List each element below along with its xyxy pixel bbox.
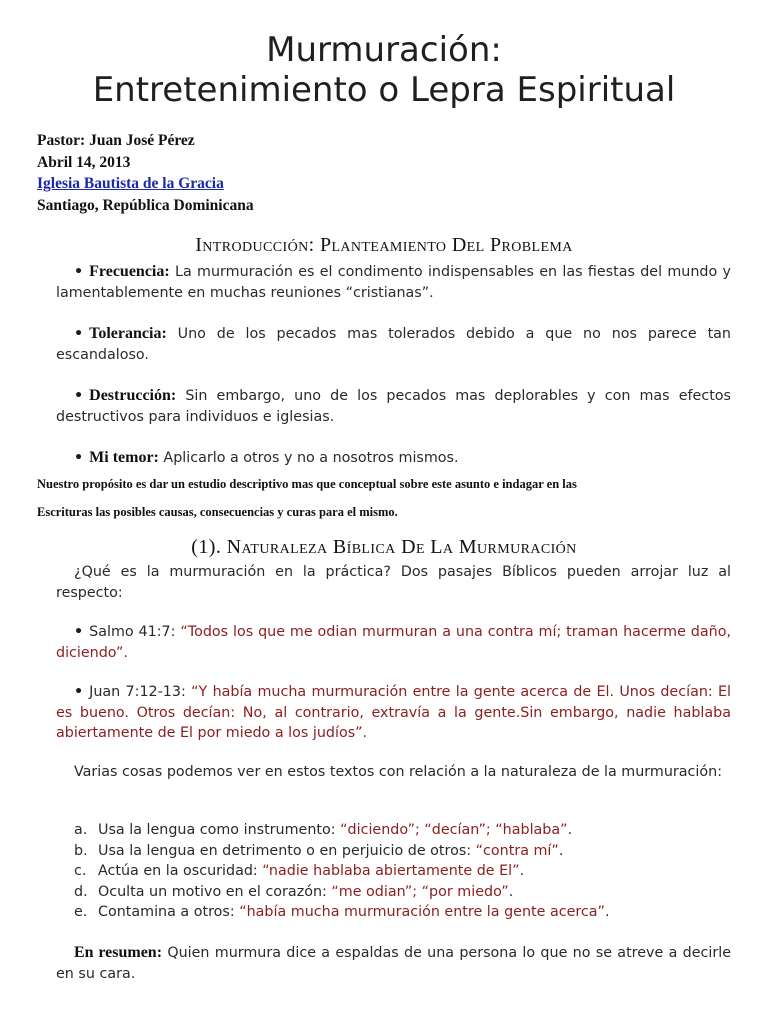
bullet-destruccion (56, 386, 731, 427)
observations-text: Varias cosas podemos ver en estos textos con relación a la naturaleza de la murmuración: (74, 764, 723, 780)
verse-reference: Juan 7:12-13: (89, 684, 192, 700)
list-item: b. Usa la lengua en detrimento o en perjuicio de otros: “contra mí”. (74, 842, 564, 859)
list-item: e. Contamina a otros: “había mucha murmuración entre la gente acerca”. (74, 904, 610, 920)
bullet-text: La murmuración es el condimento indispensables en las fiestas del mundo y lamentablemente en muchas reuniones “cristianas”. (56, 264, 731, 301)
bullet-mi-temor (56, 448, 731, 469)
verse-juan (56, 682, 731, 744)
section-heading-naturaleza: (1). Naturaleza Bíblica De La Murmuración (191, 536, 577, 558)
pastor-name: Pastor: Juan José Pérez (37, 132, 195, 149)
bullet-dot-icon: • (74, 264, 84, 280)
bullet-label: Tolerancia: (89, 325, 167, 342)
purpose-line-1: Nuestro propósito es dar un estudio descriptivo mas que conceptual sobre este asunto e indagar en las (37, 477, 577, 491)
bullet-dot-icon: • (74, 624, 84, 640)
list-item: c. Actúa en la oscuridad: “nadie hablaba abiertamente de El”. (74, 863, 525, 879)
list-item: d. Oculta un motivo en el corazón: “me odian”; “por miedo”. (74, 883, 514, 900)
bullet-dot-icon: • (74, 388, 84, 404)
summary-label: En resumen: (74, 944, 163, 961)
verse-quote: “Y había mucha murmuración entre la gente acerca de El. Unos decían: El es bueno. Otros decían: No, al contrario, extravía a la gente.Sin embargo, nadie hablaba abiertamente de El por miedo a los judíos”. (56, 684, 732, 741)
bullet-text: Sin embargo, uno de los pecados mas deplorables y con mas efectos destructivos para individuos e iglesias. (56, 388, 731, 425)
list-item: a. Usa la lengua como instrumento: “diciendo”; “decían”; “hablaba”. (74, 822, 573, 838)
bullet-label: Frecuencia: (89, 263, 170, 280)
section-intro-paragraph (56, 562, 731, 603)
verse-quote: “Todos los que me odian murmuran a una contra mí; traman hacerme daño, diciendo”. (56, 624, 731, 661)
bullet-dot-icon: • (74, 326, 84, 342)
title-line-1: Murmuración: (266, 30, 502, 70)
church-location: Santiago, República Dominicana (37, 196, 254, 214)
church-link[interactable]: Iglesia Bautista de la Gracia (37, 175, 224, 192)
verse-reference: Salmo 41:7: (89, 624, 181, 640)
intro-text: ¿Qué es la murmuración en la práctica? Dos pasajes Bíblicos pueden arrojar luz al respecto: (56, 564, 731, 601)
observations-list (74, 820, 731, 923)
bullet-frecuencia (56, 262, 731, 303)
purpose-statement (37, 470, 731, 526)
summary-paragraph (56, 943, 731, 984)
purpose-line-2: Escrituras las posibles causas, consecuencias y curas para el mismo. (37, 505, 398, 519)
bullet-text: Uno de los pecados mas tolerados debido a que no nos parece tan escandaloso. (56, 326, 731, 363)
sermon-date: Abril 14, 2013 (37, 153, 131, 171)
bullet-dot-icon: • (74, 450, 84, 466)
sermon-meta (37, 130, 254, 216)
bullet-dot-icon: • (74, 684, 84, 700)
verse-salmo (56, 622, 731, 663)
summary-text: Quien murmura dice a espaldas de una persona lo que no se atreve a decirle en su cara. (56, 945, 732, 982)
bullet-label: Mi temor: (89, 449, 159, 466)
bullet-text: Aplicarlo a otros y no a nosotros mismos. (158, 450, 459, 466)
document-title (0, 30, 768, 110)
title-line-2: Entretenimiento o Lepra Espiritual (92, 70, 676, 110)
bullet-label: Destrucción: (89, 387, 177, 404)
bullet-tolerancia (56, 324, 731, 365)
observations-intro (56, 762, 731, 783)
section-heading-introduction: Introducción: Planteamiento Del Problema (195, 234, 573, 256)
